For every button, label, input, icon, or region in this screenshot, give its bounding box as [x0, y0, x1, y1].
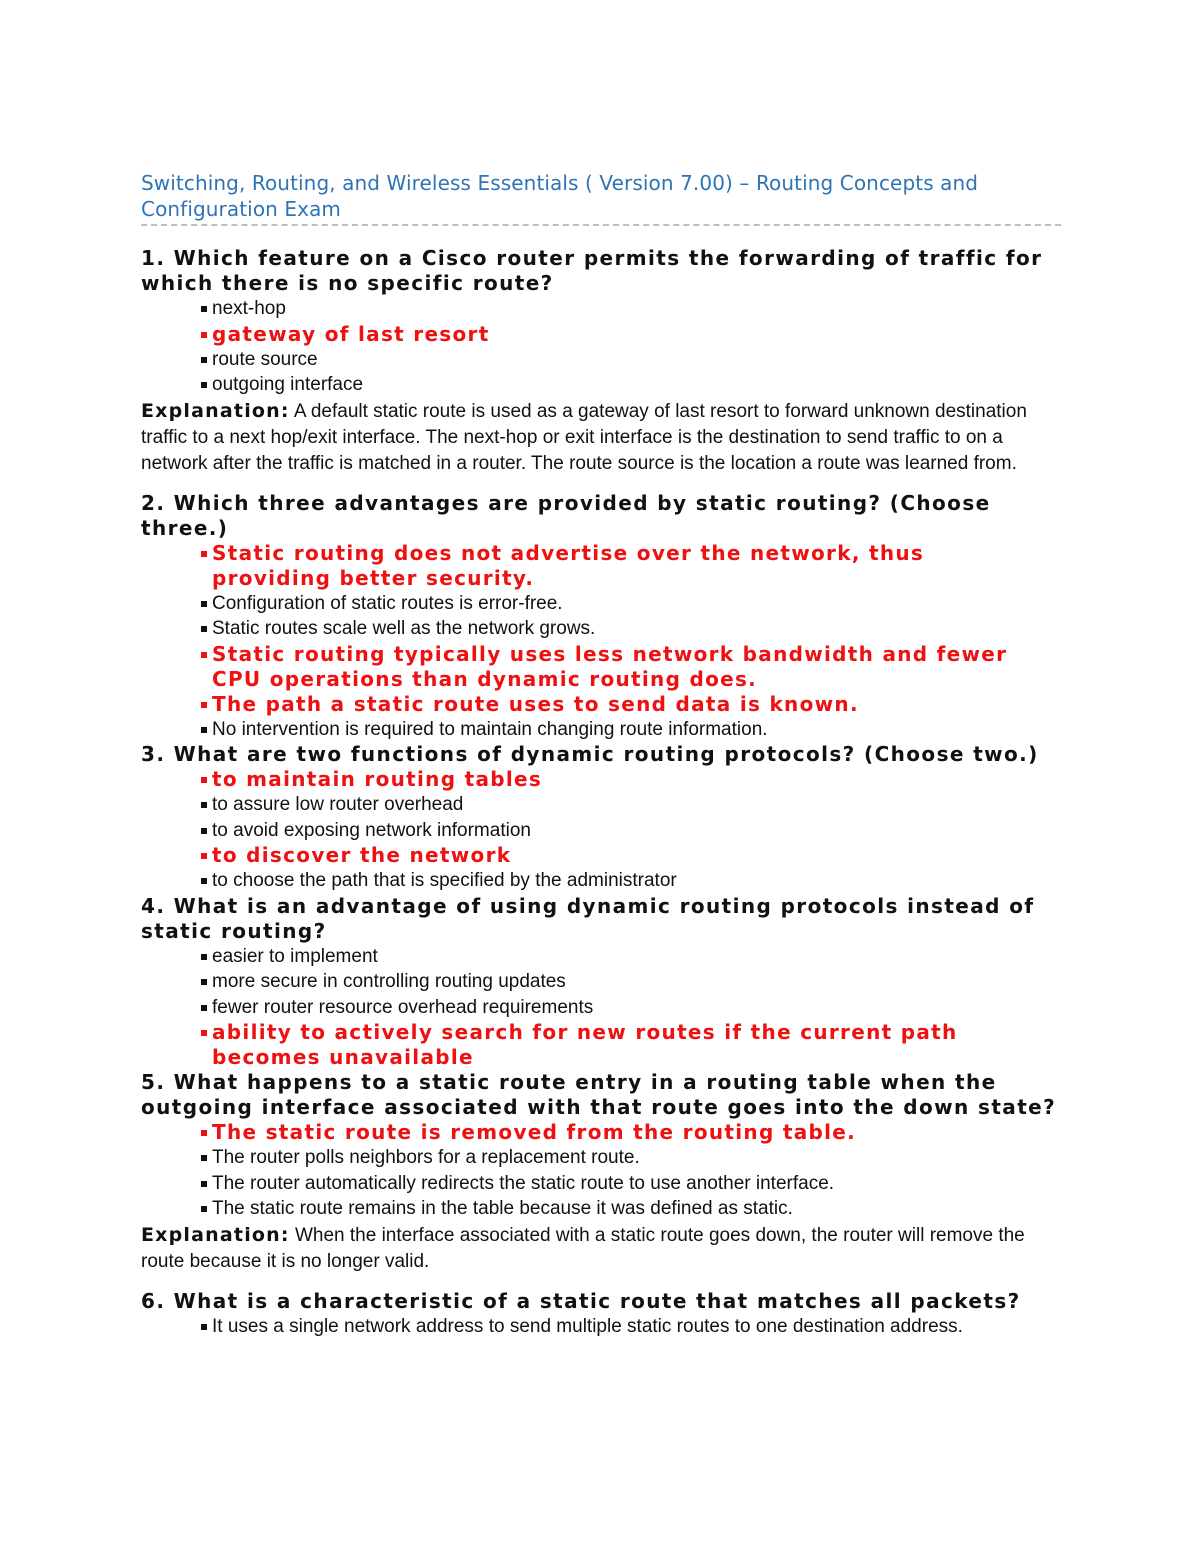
explanation-label: Explanation: — [141, 399, 290, 422]
answer-text: No intervention is required to maintain changing route information. — [212, 718, 768, 740]
spacer — [141, 477, 1061, 491]
correct-answer-option — [201, 843, 1061, 868]
correct-answer-option — [201, 322, 1061, 347]
bullet-icon — [201, 727, 207, 733]
answer-text: Static routing does not advertise over the network, thus providing better security. — [212, 540, 925, 590]
explanation — [141, 398, 1046, 477]
correct-answer-option — [201, 1120, 1061, 1145]
answer-text: next-hop — [212, 298, 286, 319]
answer-text: The static route is removed from the routing table. — [212, 1120, 857, 1144]
bullet-icon — [201, 1181, 207, 1187]
answer-option — [201, 995, 1061, 1021]
answer-option — [201, 944, 1061, 970]
bullet-icon — [201, 979, 207, 985]
correct-answer-option — [201, 541, 1061, 591]
correct-answer-option — [201, 1020, 1061, 1070]
correct-answer-option — [201, 692, 1061, 717]
answer-list — [141, 541, 1061, 743]
answer-option — [201, 296, 1061, 322]
answer-option — [201, 616, 1061, 642]
bullet-icon — [201, 382, 207, 388]
answer-text: to discover the network — [212, 843, 512, 867]
answer-option — [201, 818, 1061, 844]
question-text: 1. Which feature on a Cisco router permits the forwarding of traffic for which there is no specific route? — [141, 246, 1043, 295]
answer-text: ability to actively search for new routes if the current path becomes unavailable — [212, 1020, 958, 1069]
question-text: 4. What is an advantage of using dynamic routing protocols instead of static routing? — [141, 893, 1035, 943]
answer-list — [141, 944, 1061, 1071]
question-block-2 — [141, 491, 1061, 743]
bullet-icon — [201, 828, 207, 834]
bullet-icon — [201, 878, 207, 884]
question-text: 3. What are two functions of dynamic routing protocols? (Choose two.) — [141, 742, 1039, 766]
answer-option — [201, 372, 1061, 398]
bullet-icon — [201, 1324, 207, 1330]
answer-text: Configuration of static routes is error-free. — [212, 592, 563, 614]
spacer — [141, 1275, 1061, 1289]
correct-answer-option — [201, 642, 1061, 692]
answer-text: outgoing interface — [212, 374, 364, 395]
question-block-6 — [141, 1289, 1061, 1340]
explanation-text: A default static route is used as a gateway of last resort to forward unknown destination traffic to a next hop/exit interface. The next-hop or exit interface is the destination to send traffic to on a network after the traffic is matched in a router. The route source is the location a route was learned from. — [141, 400, 1027, 474]
answer-option — [201, 868, 1061, 894]
answer-text: The static route remains in the table because it was defined as static. — [212, 1198, 793, 1219]
answer-text: The path a static route uses to send data is known. — [212, 691, 859, 716]
answer-option — [201, 1314, 1061, 1340]
answer-text: It uses a single network address to send multiple static routes to one destination address. — [212, 1315, 963, 1337]
answer-text: route source — [212, 348, 318, 370]
answer-option — [201, 1196, 1061, 1222]
explanation-text: When the interface associated with a static route goes down, the router will remove the route because it is no longer valid. — [141, 1224, 1025, 1272]
bullet-icon — [201, 1155, 207, 1161]
bullet-icon — [201, 626, 207, 632]
bullet-icon — [201, 652, 207, 658]
answer-list — [141, 1120, 1061, 1222]
bullet-icon — [201, 551, 207, 557]
answer-text: more secure in controlling routing updates — [212, 971, 566, 992]
question-text: 2. Which three advantages are provided by static routing? (Choose three.) — [141, 490, 991, 540]
bullet-icon — [201, 702, 207, 708]
answer-text: The router automatically redirects the static route to use another interface. — [212, 1172, 835, 1194]
bullet-icon — [201, 306, 207, 312]
bullet-icon — [201, 802, 207, 808]
bullet-icon — [201, 954, 207, 960]
bullet-icon — [201, 357, 207, 363]
bullet-icon — [201, 1005, 207, 1011]
question-block-4 — [141, 894, 1061, 1071]
answer-option — [201, 1145, 1061, 1171]
answer-text: Static routing typically uses less network bandwidth and fewer CPU operations than dynamic routing does. — [212, 641, 1008, 691]
bullet-icon — [201, 601, 207, 607]
answer-text: to assure low router overhead — [212, 794, 464, 815]
answer-option — [201, 792, 1061, 818]
answer-option — [201, 347, 1061, 373]
answer-list — [141, 296, 1061, 398]
answer-option — [201, 969, 1061, 995]
document-content — [141, 170, 1061, 1339]
answer-text: to maintain routing tables — [212, 767, 543, 791]
answer-text: fewer router resource overhead requirements — [212, 996, 594, 1018]
answer-list — [141, 767, 1061, 894]
bullet-icon — [201, 1206, 207, 1212]
question-block-5 — [141, 1070, 1061, 1275]
answer-text: Static routes scale well as the network grows. — [212, 618, 596, 639]
bullet-icon — [201, 853, 207, 859]
bullet-icon — [201, 1130, 207, 1136]
question-block-3 — [141, 742, 1061, 894]
explanation — [141, 1222, 1046, 1275]
bullet-icon — [201, 332, 207, 338]
bullet-icon — [201, 1030, 207, 1036]
bullet-icon — [201, 777, 207, 783]
answer-text: easier to implement — [212, 945, 378, 967]
document-title: Switching, Routing, and Wireless Essentials ( Version 7.00) – Routing Concepts and Configuration Exam — [141, 170, 1061, 226]
answer-text: gateway of last resort — [212, 321, 490, 346]
correct-answer-option — [201, 767, 1061, 792]
answer-list — [141, 1314, 1061, 1340]
explanation-label: Explanation: — [141, 1223, 290, 1246]
answer-text: The router polls neighbors for a replacement route. — [212, 1147, 640, 1168]
answer-text: to choose the path that is specified by the administrator — [212, 870, 677, 891]
answer-text: to avoid exposing network information — [212, 819, 531, 841]
question-text: 6. What is a characteristic of a static route that matches all packets? — [141, 1288, 1021, 1313]
question-block-1 — [141, 246, 1061, 477]
answer-option — [201, 591, 1061, 617]
answer-option — [201, 1171, 1061, 1197]
answer-option — [201, 717, 1061, 743]
question-text: 5. What happens to a static route entry in a routing table when the outgoing interface associated with that route goes into the down state? — [141, 1070, 1057, 1119]
